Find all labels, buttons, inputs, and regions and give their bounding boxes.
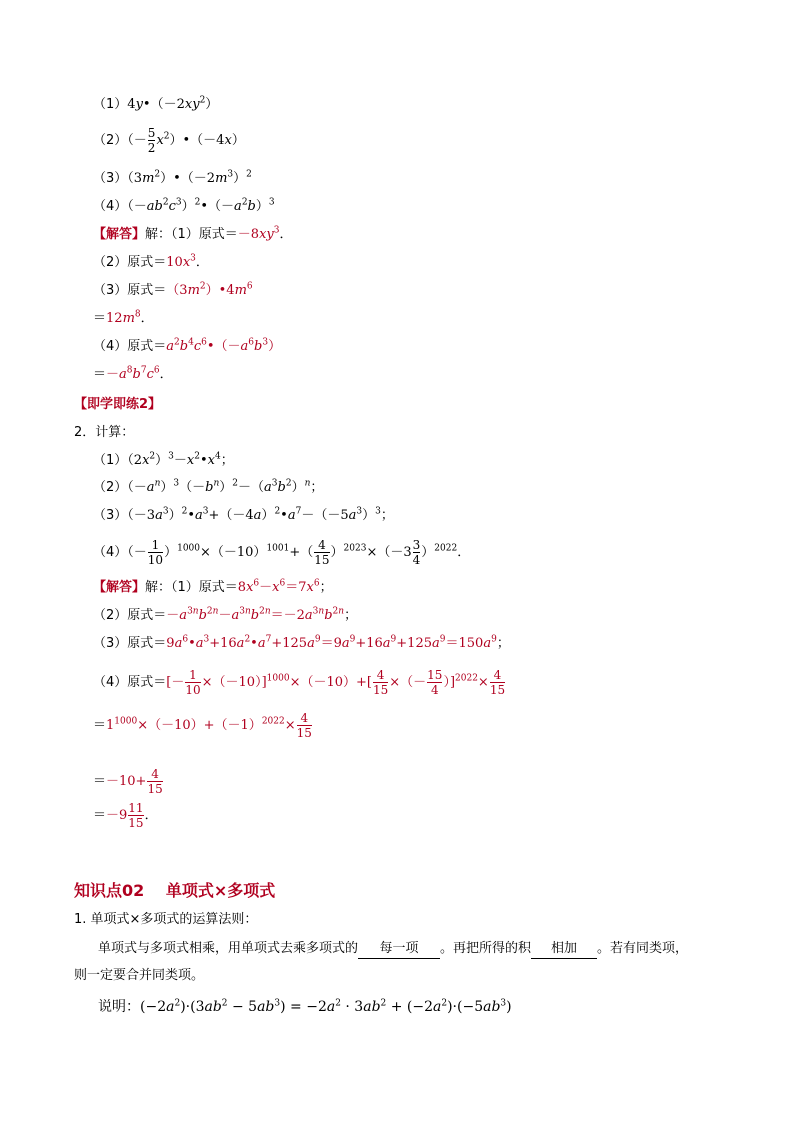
fraction: $\frac{1}{10}$ bbox=[185, 668, 201, 697]
practice-answer-3: （3）原式$=9a^6•a^3+16a^2•a^7+125a^9=9a^9+16a^9+125a^9=150a^9$； bbox=[93, 634, 510, 651]
practice-question-4: （4）（－ $\frac{1}{10}$ ）$^{1000}\times(-10)^{1001}+$（ $\frac{4}{15}$ ）$^{2023}$×（－3 $\frac{3}{4}$ ）$^{2022}$． bbox=[93, 538, 471, 567]
fill-blank-1: 每一项 bbox=[358, 940, 440, 959]
fill-blank-2: 相加 bbox=[531, 940, 597, 959]
practice-question-1: $(1)(2x^2)^3-x^2•x^4$； bbox=[93, 451, 234, 468]
fraction: $\frac{4}{15}$ bbox=[296, 711, 312, 740]
note-example: 说明：$(-2a^2)\cdot(3ab^2 - 5ab^3) = -2a^2 \cdot 3ab^2 + (-2a^2)\cdot(-5ab^3)$ bbox=[98, 998, 512, 1015]
fraction: $\frac{5}{2}$ bbox=[147, 126, 156, 155]
ex1-answer-2: （2）原式$=10x^3$． bbox=[93, 253, 209, 270]
section-heading: 知识点02 单项式×多项式 bbox=[74, 881, 276, 900]
fraction: $\frac{4}{15}$ bbox=[489, 668, 506, 697]
fraction: $\frac{11}{15}$ bbox=[128, 801, 144, 830]
practice-question-3: $(3)(-3a^3)^2•a^3+(-4a)^2•a^7-(-5a^3)^3$； bbox=[93, 506, 394, 523]
practice-answer-2: （2）原式$=-a^{3n}b^{2n}-a^{3n}b^{2n}=-2a^{3n}b^{2n}$； bbox=[93, 606, 358, 623]
rule-title: 1. 单项式×多项式的运算法则： bbox=[74, 912, 258, 927]
ex1-question-4: $(4)(-ab^2c^3)^2•(-a^2b)^3$ bbox=[93, 197, 275, 214]
ex1-answer-3: （3）原式$=(3m^2)•4m^6$ bbox=[93, 281, 253, 298]
ex1-answer-4b: $=-a^8b^7c^6$． bbox=[93, 365, 173, 382]
ex1-answer-4: （4）原式$=a^2b^4c^6•(-a^6b^3)$ bbox=[93, 337, 282, 354]
rule-text: 单项式与多项式相乘，用单项式去乘多项式的 每一项 。再把所得的积 相加 。若有同类项， bbox=[98, 940, 688, 959]
ex1-answer-1: 【解答】解：（1）原式$=-8xy^3$． bbox=[93, 225, 293, 242]
answer-tag: 【解答】 bbox=[93, 227, 146, 242]
practice-number: 2．计算： bbox=[74, 425, 135, 440]
ex1-answer-3b: $=12m^8$． bbox=[93, 309, 154, 326]
fraction: $\frac{1}{10}$ bbox=[147, 538, 164, 567]
answer-tag: 【解答】 bbox=[93, 580, 146, 595]
practice-answer-4: （4）原式＝[－ $\frac{1}{10}$ ×（－10）]$^{1000}$×（－10）+[ $\frac{4}{15}$ ×（－ $\frac{15}{4}$ ）]$^{2022}$× $\frac{4}{15}$ bbox=[93, 668, 506, 697]
ex1-question-3: $(3)(3m^2)•(-2m^3)^2$ bbox=[93, 169, 252, 186]
practice-answer-4b: $=1^{1000}\times(-10)+(-1)^{2022}\times$ $\frac{4}{15}$ bbox=[93, 711, 312, 740]
practice-answer-4c: ＝－10+ $\frac{4}{15}$ bbox=[93, 767, 163, 796]
rule-text-cont: 则一定要合并同类项。 bbox=[74, 968, 205, 983]
fraction: $\frac{3}{4}$ bbox=[412, 538, 421, 567]
ex1-question-2: （2）（－ $\frac{5}{2}$ $x^2)•(-4x)$ bbox=[93, 126, 245, 155]
fraction: $\frac{4}{15}$ bbox=[314, 538, 330, 567]
ex1-question-1: $(1)4y•(-2xy^2)$ bbox=[93, 95, 219, 112]
practice-title: 【即学即练2】 bbox=[74, 397, 162, 412]
practice-question-2: $(2)(-a^n)^3(-b^n)^2-(a^3b^2)^n$； bbox=[93, 478, 324, 495]
fraction: $\frac{4}{15}$ bbox=[147, 767, 163, 796]
practice-answer-1: 【解答】解：（1）原式$=8x^6-x^6=7x^6$； bbox=[93, 578, 333, 595]
fraction: $\frac{4}{15}$ bbox=[372, 668, 389, 697]
practice-answer-4d: ＝－9 $\frac{11}{15}$ ． bbox=[93, 801, 158, 830]
fraction: $\frac{15}{4}$ bbox=[427, 668, 443, 697]
